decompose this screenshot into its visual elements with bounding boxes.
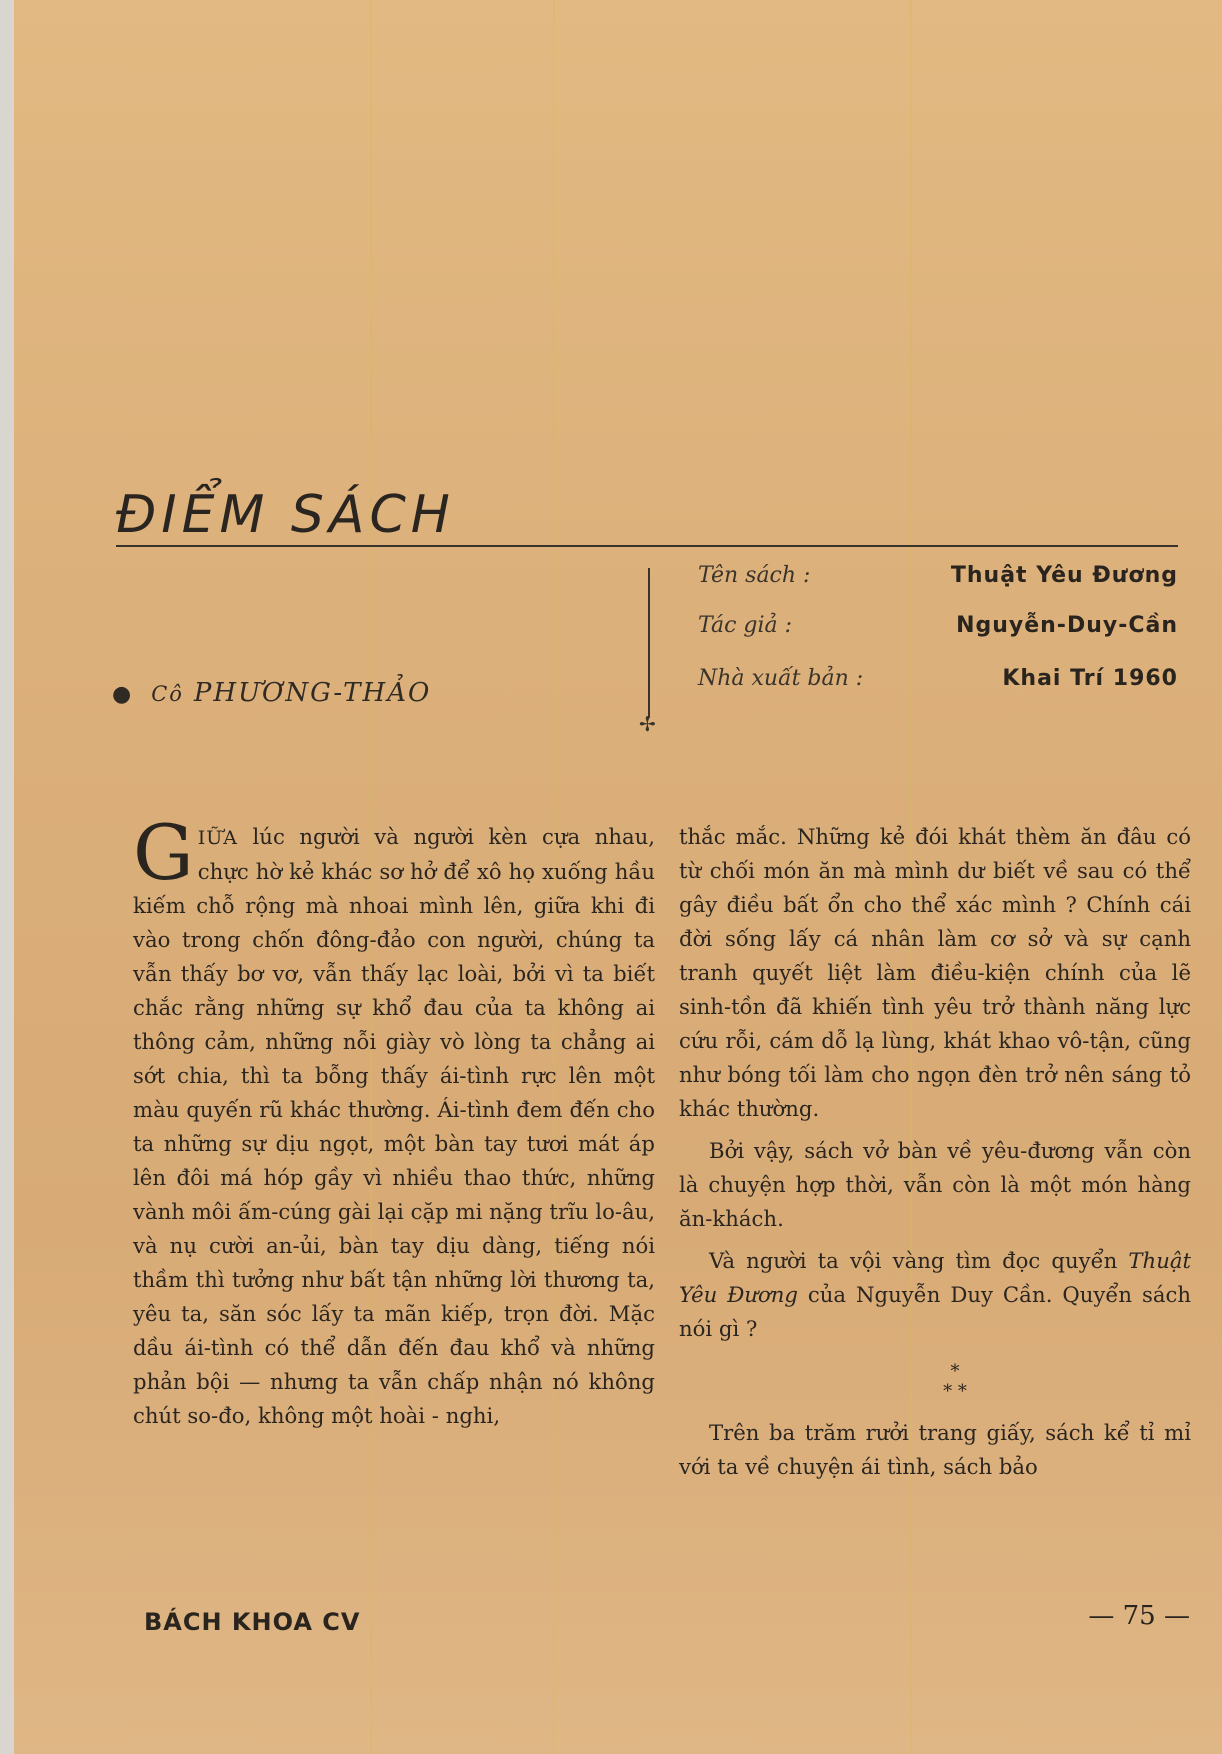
asterism-bottom: * *: [943, 1381, 967, 1402]
article-column-right: [679, 820, 1191, 1484]
book-author-value: Nguyễn-Duy-Cần: [956, 613, 1178, 638]
book-publisher-label: Nhà xuất bản :: [698, 666, 864, 691]
asterism-divider: [679, 1362, 1191, 1402]
article-paragraph: [133, 808, 655, 1433]
book-publisher-value: Khai Trí 1960: [1002, 666, 1178, 691]
drop-cap: G: [133, 808, 194, 897]
article-text: của Nguyễn Duy Cần. Quyển sách nói gì ?: [679, 1282, 1191, 1341]
book-title-value: Thuật Yêu Đương: [950, 563, 1178, 588]
book-author-row: [0, 613, 1222, 647]
bullet-icon: ●: [112, 682, 134, 707]
divider-ornament-icon: ✢: [639, 712, 656, 736]
book-title-row: [0, 563, 1222, 597]
article-paragraph: Bởi vậy, sách vở bàn về yêu-đương vẫn còn là chuyện hợp thời, vẫn còn là một món hàng ăn-khách.: [679, 1138, 1191, 1231]
article-text: lúc người và người kèn cựa nhau, chực hờ kẻ khác sơ hở để xô họ xuống hầu kiếm chỗ rộng mà nhoai mình lên, giữa khi đi vào trong chốn đông-đảo con người, chúng ta vẫn thấy bơ vơ, vẫn thấy lạc loài, bởi vì ta biết chắc rằng những sự khổ đau của ta không ai thông cảm, những nỗi giày vò lòng ta chẳng ai sớt chia, thì ta bỗng thấy ái-tình rực lên một màu quyến rũ khác thường. Ái-tình đem đến cho ta những sự dịu ngọt, một bàn tay tươi mát áp lên đôi má hóp gầy vì nhiều thao thức, những vành môi ấm-cúng gài lại cặp mi nặng trĩu lo-âu, và nụ cười an-ủi, bàn tay dịu dàng, tiếng nói thầm thì tưởng như bất tận những lời thương ta, yêu ta, săn sóc lấy ta mãn kiếp, trọn đời. Mặc dầu ái-tình có thể dẫn đến đau khổ và những phản bội — nhưng ta vẫn chấp nhận nó không chút so-đo, không một hoài - nghi,: [133, 824, 655, 1428]
asterism-top: *: [950, 1361, 960, 1382]
book-publisher-row: [0, 666, 1222, 700]
title-rule: [116, 545, 1178, 547]
article-column-left: [133, 808, 655, 1433]
book-title-italic: Thuật Yêu Đương: [679, 1248, 1191, 1307]
article-text: Và người ta vội vàng tìm đọc quyển: [709, 1248, 1118, 1273]
article-paragraph: thắc mắc. Những kẻ đói khát thèm ăn đâu có từ chối món ăn mà mình dư biết về sau có thể gây điều bất ổn cho thể xác mình ? Chính cái đời sống lấy cá nhân làm cơ sở và sự cạnh tranh quyết liệt làm điều-kiện chính của lẽ sinh-tồn đã khiến tình yêu trở thành năng lực cứu rỗi, cám dỗ lạ lùng, khát khao vô-tận, cũng như bóng tối làm cho ngọn đèn trở nên sáng tỏ khác thường.: [679, 824, 1191, 1121]
magazine-name: BÁCH KHOA CV: [144, 1608, 361, 1636]
article-paragraph: Trên ba trăm rưởi trang giấy, sách kể tỉ mỉ với ta về chuyện ái tình, sách bảo: [679, 1420, 1191, 1479]
opening-caps: IỮA: [197, 827, 238, 849]
author-name: PHƯƠNG-THẢO: [193, 678, 432, 708]
book-title-label: Tên sách :: [698, 563, 811, 588]
page-number: — 75 —: [1088, 1601, 1190, 1631]
article-paragraph: [679, 1244, 1191, 1346]
section-title: ĐIỂM SÁCH: [116, 485, 455, 545]
book-author-label: Tác giả :: [698, 613, 793, 638]
author-honorific: Cô: [151, 682, 184, 706]
